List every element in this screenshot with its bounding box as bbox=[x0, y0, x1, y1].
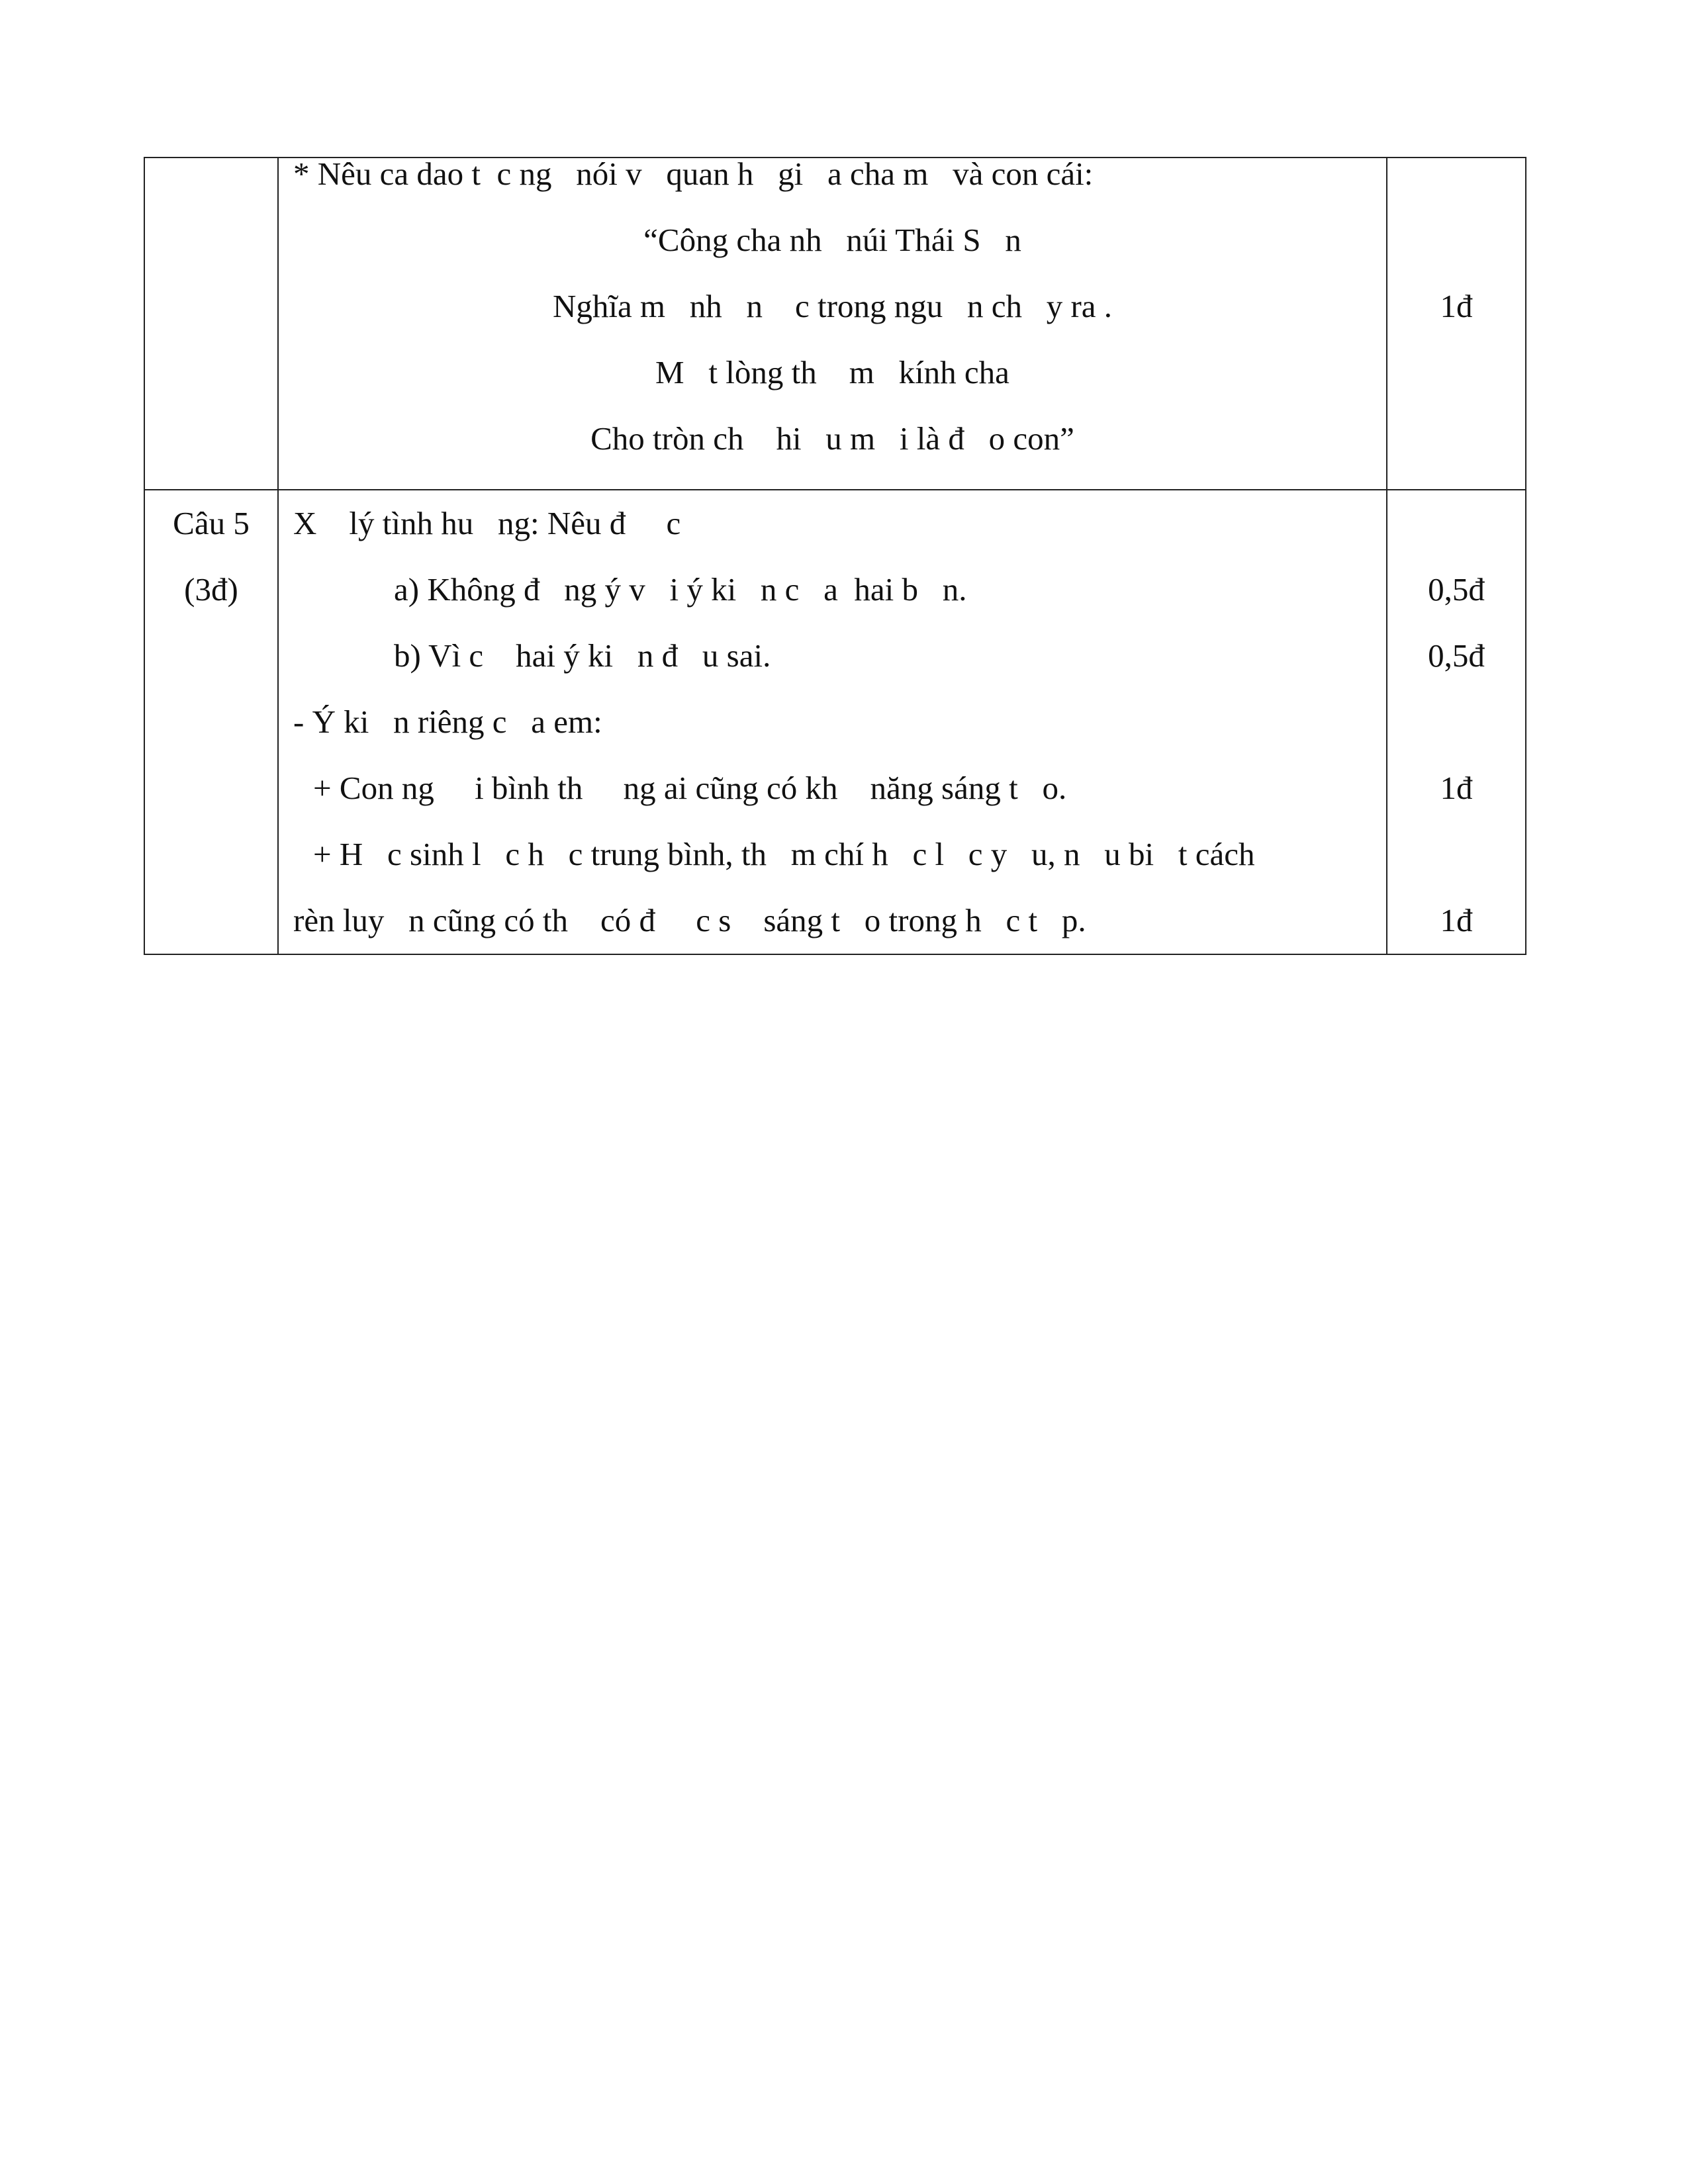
score-cell bbox=[1387, 158, 1526, 490]
answer-table bbox=[144, 157, 1526, 955]
answer-line: a) Không đ ng ý v i ý ki n c a hai b n. bbox=[394, 571, 967, 608]
answer-line: + H c sinh l c h c trung bình, th m chí h c l c y u, n u bi t cách bbox=[313, 836, 1255, 872]
question-cell bbox=[144, 490, 278, 954]
table-row bbox=[144, 490, 1526, 954]
question-cell bbox=[144, 158, 278, 490]
score-value: 1đ bbox=[1440, 902, 1473, 938]
question-label bbox=[145, 141, 277, 207]
poem-line: Nghĩa m nh n c trong ngu n ch y ra . bbox=[552, 288, 1113, 324]
answer-line: + Con ng i bình th ng ai cũng có kh năng sáng t o. bbox=[313, 770, 1067, 806]
score-value: 0,5đ bbox=[1428, 637, 1485, 674]
table-row bbox=[144, 158, 1526, 490]
score-value: 0,5đ bbox=[1428, 571, 1485, 608]
poem-line: Cho tròn ch hi u m i là đ o con” bbox=[590, 420, 1074, 457]
answer-line: X lý tình hu ng: Nêu đ c bbox=[293, 505, 681, 541]
score-value: 1đ bbox=[1440, 770, 1473, 806]
answer-content-cell bbox=[278, 490, 1387, 954]
answer-line: - Ý ki n riêng c a em: bbox=[293, 704, 602, 740]
poem-line: “Công cha nh núi Thái S n bbox=[643, 222, 1021, 258]
score-cell bbox=[1387, 490, 1526, 954]
question-points: (3đ) bbox=[184, 571, 238, 608]
answer-line: rèn luy n cũng có th có đ c s sáng t o trong h c t p. bbox=[293, 902, 1086, 938]
answer-content-cell bbox=[278, 158, 1387, 490]
score-value: 1đ bbox=[1440, 288, 1473, 324]
answer-intro: * Nêu ca dao t c ng nói v quan h gi a cha m và con cái: bbox=[293, 156, 1094, 192]
answer-line: b) Vì c hai ý ki n đ u sai. bbox=[394, 637, 771, 674]
poem-line: M t lòng th m kính cha bbox=[655, 354, 1009, 390]
question-label: Câu 5 bbox=[173, 505, 250, 541]
